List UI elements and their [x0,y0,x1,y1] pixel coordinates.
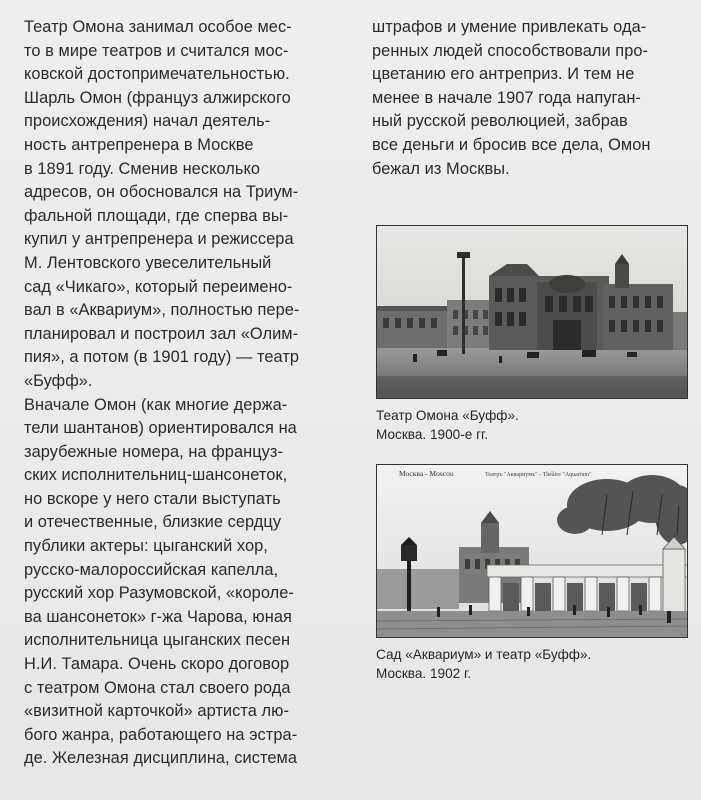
text-line: исполнительница цыганских песен [24,631,291,650]
text-line: вал в «Аквариум», полностью пере- [24,301,300,320]
caption-line: Сад «Аквариум» и театр «Буфф». [376,647,592,662]
text-line: публики актеры: цыганский хор, [24,537,268,556]
text-line: цветанию его антреприз. И тем не [372,65,635,84]
photo-theatre-buff [376,225,688,399]
text-line: штрафов и умение привлекать ода- [372,18,647,36]
text-line: Вначале Омон (как многие держа- [24,395,288,414]
caption-line: Москва. 1900-е гг. [376,427,489,442]
text-line: «Буфф». [24,371,93,390]
text-line: русский хор Разумовской, «короле- [24,584,294,603]
text-line: планировал и построил зал «Олим- [24,324,299,343]
text-line: русско-малороссийская капелла, [24,560,279,579]
right-text-column [372,16,692,181]
text-line: Н.И. Тамара. Очень скоро договор [24,655,290,674]
text-line: сад «Чикаго», который переимено- [24,277,293,296]
text-line: фальной площади, где сперва вы- [24,206,289,225]
text-line: купил у антрепренера и режиссера [24,230,294,249]
text-line: с театром Омона стал своего рода [24,678,291,697]
text-line: но вскоре у него стали выступать [24,489,281,508]
text-line: М. Лентовского увеселительный [24,253,272,272]
postcard-header-right: Театръ "Аквариумъ" - Théâtre "Aquarium" [485,472,592,478]
text-line: ренных людей способствовали про- [372,41,649,60]
figure-caption [376,645,686,683]
text-line: ность антрепренера в Москве [24,135,254,154]
text-line: тели шантанов) ориентировался на [24,419,297,438]
text-line: все деньги и бросив все дела, Омон [372,135,651,154]
text-line: пия», а потом (в 1901 году) — театр [24,348,300,367]
figure-caption [376,406,686,444]
text-line: «визитной карточкой» артиста лю- [24,702,289,721]
text-line: ный русской революцией, забрав [372,112,628,131]
text-line: то в мире театров и считался мос- [24,41,289,60]
text-line: бого жанра, работающего на эстра- [24,725,298,744]
text-line: ковской достопримечательностью. [24,65,290,84]
text-line: бежал из Москвы. [372,159,510,178]
text-line: менее в начале 1907 года напуган- [372,88,641,107]
caption-line: Театр Омона «Буфф». [376,408,519,423]
photo-aquarium-garden [376,464,688,638]
text-line: адресов, он обосновался на Триум- [24,183,299,202]
text-line: в 1891 году. Сменив несколько [24,159,261,178]
photo-aquarium-garden-image [377,465,688,638]
text-line: де. Железная дисциплина, система [24,749,298,768]
text-line: ских исполнительниц-шансонеток, [24,466,288,485]
left-text-column [24,16,362,771]
text-line: происхождения) начал деятель- [24,112,271,131]
caption-line: Москва. 1902 г. [376,666,472,681]
text-line: Театр Омона занимал особое мес- [24,18,292,36]
text-line: зарубежные номера, на францyз- [24,442,283,461]
text-line: и отечественные, близкие сердцу [24,513,282,532]
photo-theatre-buff-image [377,226,688,399]
text-line: ва шансонеток» г-жа Чарова, юная [24,607,292,626]
text-line: Шарль Омон (француз алжирского [24,88,291,107]
postcard-header-left: Москва - Moscou [399,469,454,478]
